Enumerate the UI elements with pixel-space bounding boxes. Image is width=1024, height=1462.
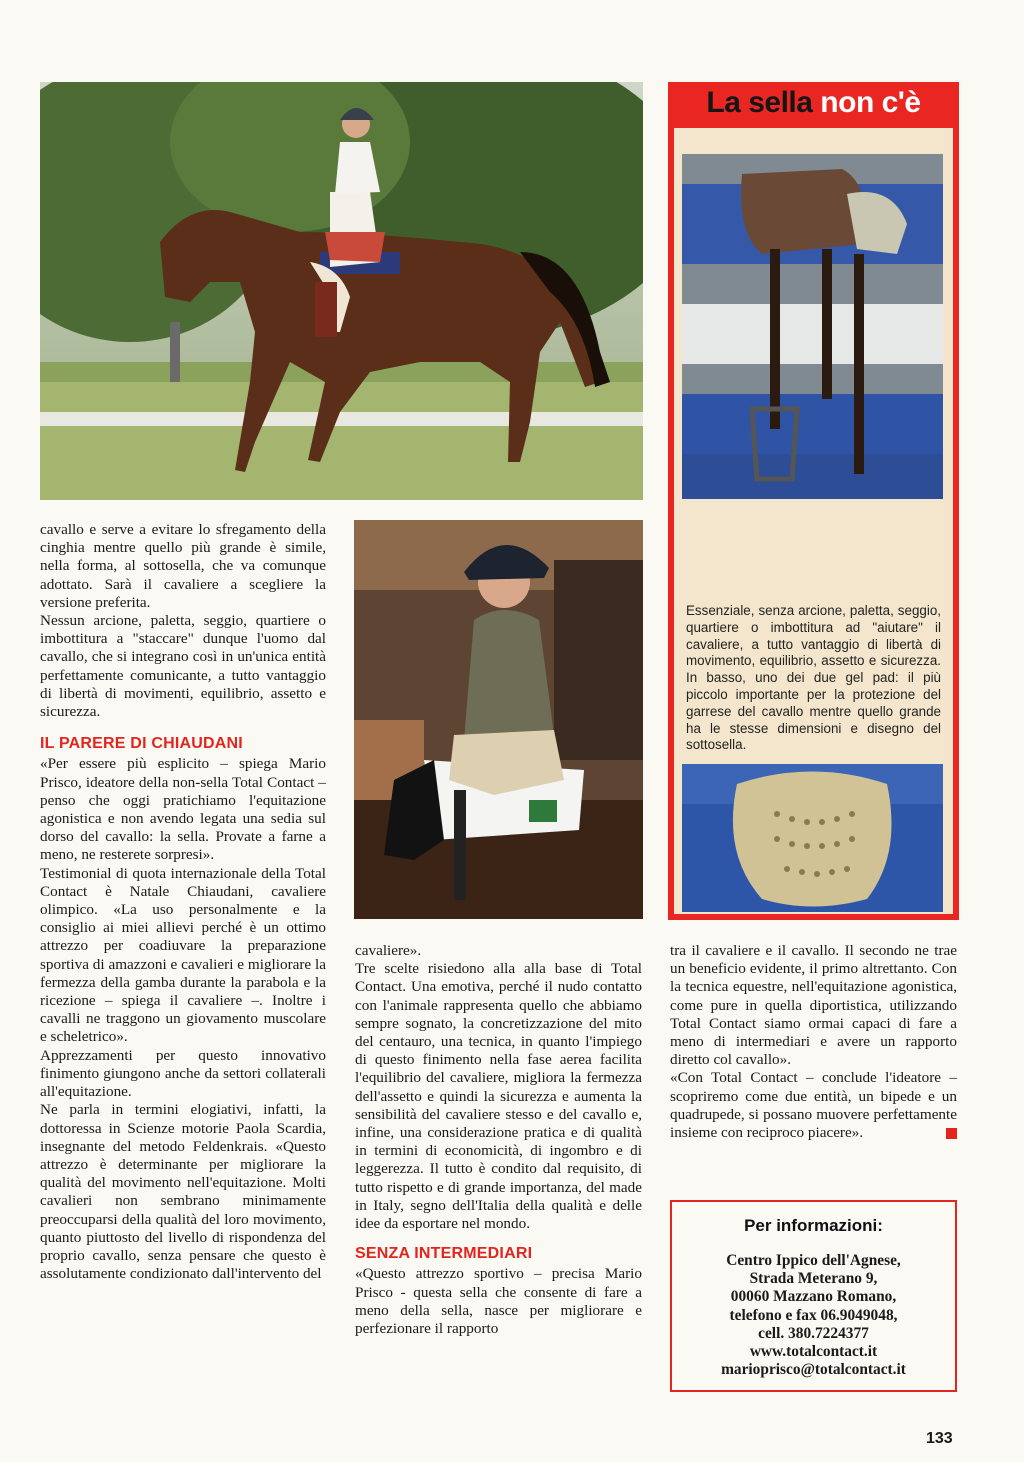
info-line: cell. 380.7224377 [758, 1324, 869, 1342]
photo-saddle-pad [682, 154, 943, 499]
photo-young-rider [354, 520, 643, 919]
box-title-part-1: La sella [706, 86, 813, 119]
photo-horse-rider [40, 82, 643, 500]
box-title [668, 86, 959, 120]
page-number: 133 [926, 1430, 953, 1447]
info-heading: Per informazioni: [744, 1216, 883, 1235]
info-line: Centro Ippico dell'Agnese, [726, 1252, 901, 1269]
text-column-3 [670, 942, 957, 1142]
paragraph: Tre scelte risiedono alla alla base di Total Contact. Una emotiva, perché il nudo contatto con l'animale rappresenta quello che abbiamo sempre sognato, la concretizzazione del mito del centauro, una tecnica, in quanto l'impiego di questo finimento nella fase aerea facilita l'equilibrio del cavaliere, migliora la fermezza dell'assetto e quindi la sicurezza e aumenta la sensibilità del cavaliere stesso e del cavallo e, infine, una considerazione pratica e di qualità in termini di economicità, di ingombro e di leggerezza. Il tutto è condito dal requisito, di tutto rispetto e di grande importanza, del made in Italy, segno dell'Italia della qualità e delle idee da esportare nel mondo. [355, 960, 642, 1233]
paragraph: Testimonial di quota internazionale della Total Contact è Natale Chiaudani, cavaliere olimpico. «La uso personalmente e la consiglio ai miei allievi perché è un ottimo attrezzo per coadiuvare la preparazione sportiva di amazzoni e cavalieri e migliorare la fermezza della gamba durante la parabola e la ricezione – spiega il cavaliere –. Inoltre i cavalli ne traggono un giovamento muscolare e scheletrico». [40, 864, 326, 1046]
paragraph [670, 1069, 957, 1142]
paragraph: cavallo e serve a evitare lo sfregamento della cinghia mentre quello più grande è simile, nella forma, al sottosella, che va comunque adottato. Sarà il cavaliere a scegliere la versione preferita. [40, 521, 326, 611]
info-lines [672, 1252, 955, 1379]
end-mark-square [946, 1128, 957, 1139]
paragraph: Nessun arcione, paletta, seggio, quartiere o imbottitura a "staccare" dunque l'uomo dal cavallo, che si integrano così in un'unica entità perfettamente comunicante, a tutto vantaggio di libertà di movimenti, equilibrio, assetto e sicurezza. [40, 612, 326, 721]
section-heading-senza: SENZA INTERMEDIARI [355, 1245, 533, 1263]
paragraph-text: «Con Total Contact – conclude l'ideatore – scopriremo come due entità, un bipede e un quadrupede, si possano muovere perfettamente insieme con reciproco piacere». [670, 1069, 957, 1142]
text-column-1 [40, 521, 326, 1283]
info-line: Strada Meterano 9, [749, 1270, 878, 1288]
paragraph: «Per essere più esplicito – spiega Mario Prisco, ideatore della non-sella Total Contact – penso che oggi pratichiamo l'equitazione agonistica e non avendo legata una sedia sul dorso del cavallo: la sella. Provate a farne a meno, ne resterete sorpresi». [40, 755, 326, 864]
paragraph: cavaliere». [355, 942, 422, 959]
sidebar-box [668, 82, 959, 920]
info-link-email[interactable]: marioprisco@totalcontact.it [721, 1361, 906, 1379]
box-inner [674, 128, 953, 914]
info-line: telefono e fax 06.9049048, [729, 1306, 898, 1324]
info-link-website[interactable]: www.totalcontact.it [749, 1343, 878, 1361]
text-column-2 [355, 942, 642, 1338]
paragraph: Ne parla in termini elogiativi, infatti, la dottoressa in Scienze motorie Paola Scardia, insegnante del metodo Feldenkrais. «Questo attrezzo è determinante per migliorare la qualità del movimento nell'equitazione. Molti cavalieri non sembrano minimamente preoccuparsi della qualità del loro movimento, quanto piuttosto del livello di rispondenza del proprio cavallo, senza pensare che questo è assolutamente condizionato dall'intervento del [40, 1101, 326, 1283]
info-box [670, 1200, 957, 1392]
paragraph: Apprezzamenti per questo innovativo finimento giungono anche da settori collaterali all'equitazione. [40, 1046, 326, 1101]
section-heading-parere: IL PARERE DI CHIAUDANI [40, 735, 243, 753]
box-title-part-2: non c'è [820, 86, 921, 119]
photo-gel-pad [682, 764, 943, 912]
paragraph: «Questo attrezzo sportivo – precisa Mario Prisco - questa sella che consente di fare a meno della sella, nasce per migliorare e perfezionare il rapporto [355, 1265, 642, 1338]
paragraph: tra il cavaliere e il cavallo. Il secondo ne trae un beneficio evidente, il primo altrettanto. Con la tecnica equestre, nell'equitazione agonistica, come pure in quella diportistica, utilizzando Total Contact siamo ormai capaci di fare a meno di intermediari e avere un rapporto diretto col cavallo». [670, 942, 957, 1069]
box-caption: Essenziale, senza arcione, paletta, seggio, quartiere o imbottitura ad "aiutare" il cavaliere, a tutto vantaggio di libertà di movimento, equilibrio, assetto e sicurezza. In basso, uno dei due gel pad: il più piccolo importante per la protezione del garrese del cavallo mentre quello grande ha le stesse dimensioni e disegno del sottosella. [686, 603, 941, 753]
info-line: 00060 Mazzano Romano, [730, 1288, 897, 1306]
